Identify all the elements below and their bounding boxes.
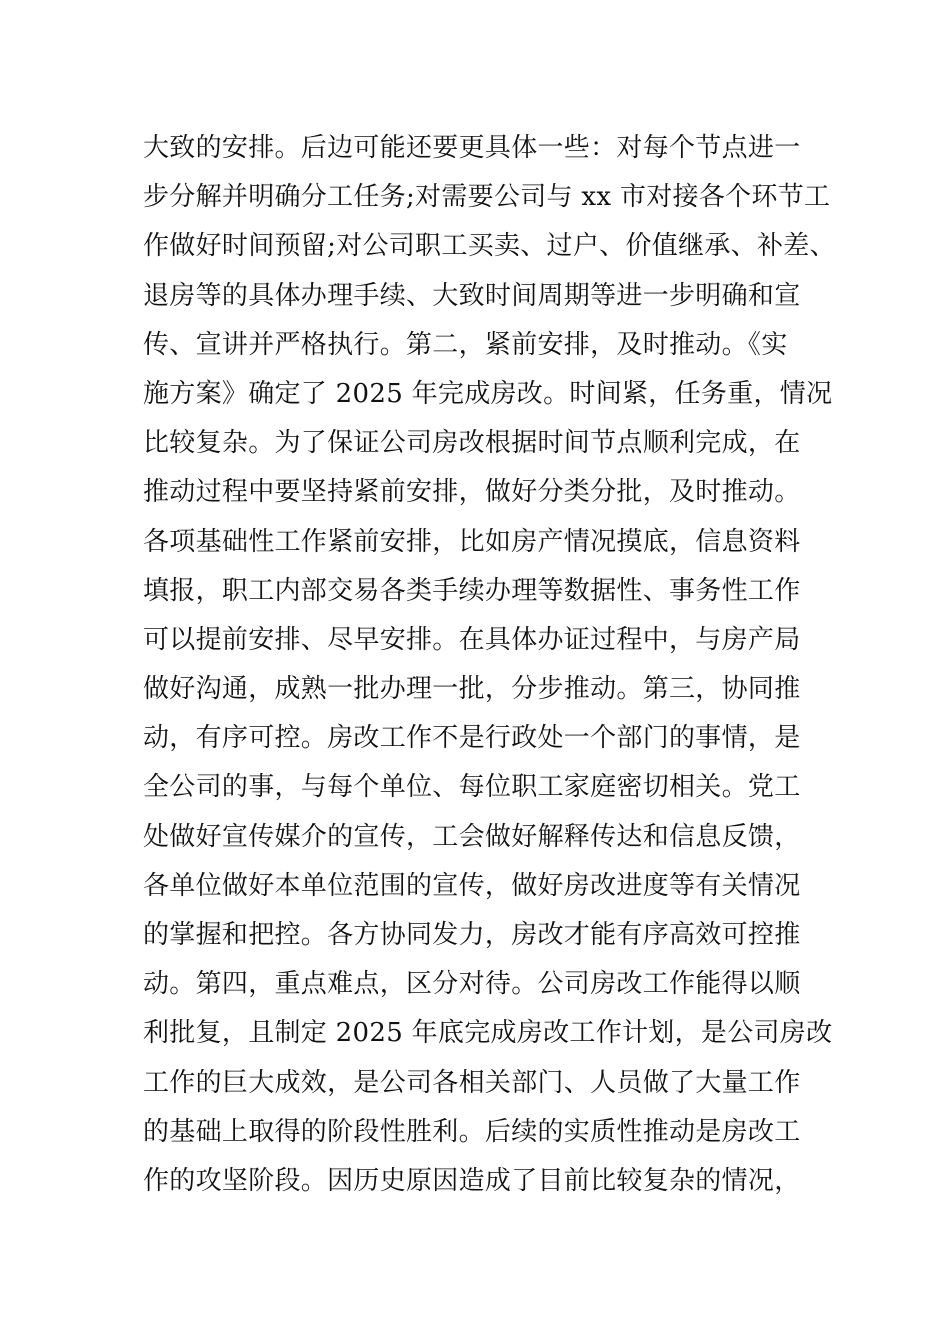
text-line: 大致的安排。后边可能还要更具体一些：对每个节点进一 <box>143 133 801 163</box>
text-line: 各项基础性工作紧前安排，比如房产情况摸底，信息资料 <box>143 526 801 557</box>
text-line: 作做好时间预留;对公司职工买卖、过户、价值继承、补差、 <box>143 231 836 262</box>
text-line: 施方案》确定了 2025 年完成房改。时间紧，任务重，情况 <box>143 378 833 409</box>
text-line: 填报，职工内部交易各类手续办理等数据性、事务性工作 <box>143 575 801 606</box>
text-line: 的基础上取得的阶段性胜利。后续的实质性推动是房改工 <box>143 1116 801 1147</box>
text-line: 做好沟通，成熟一批办理一批，分步推动。第三，协同推 <box>143 674 801 705</box>
text-line: 动，有序可控。房改工作不是行政处一个部门的事情，是 <box>143 723 801 754</box>
text-line: 的掌握和把控。各方协同发力，房改才能有序高效可控推 <box>143 920 801 950</box>
text-line: 可以提前安排、尽早安排。在具体办证过程中，与房产局 <box>143 624 801 655</box>
body-text <box>143 124 843 1206</box>
text-line: 动。第四，重点难点，区分对待。公司房改工作能得以顺 <box>143 969 801 1000</box>
text-line: 比较复杂。为了保证公司房改根据时间节点顺利完成，在 <box>143 428 801 459</box>
text-line: 利批复，且制定 2025 年底完成房改工作计划，是公司房改 <box>143 1018 833 1049</box>
text-line: 工作的巨大成效，是公司各相关部门、人员做了大量工作 <box>143 1067 801 1098</box>
text-line: 步分解并明确分工任务;对需要公司与 xx 市对接各个环节工 <box>143 182 831 213</box>
text-line: 作的攻坚阶段。因历史原因造成了目前比较复杂的情况， <box>143 1165 801 1196</box>
text-line: 处做好宣传媒介的宣传，工会做好解释传达和信息反馈， <box>143 821 801 852</box>
text-line: 全公司的事，与每个单位、每位职工家庭密切相关。党工 <box>143 772 801 803</box>
text-line: 推动过程中要坚持紧前安排，做好分类分批，及时推动。 <box>143 477 801 508</box>
text-line: 各单位做好本单位范围的宣传，做好房改进度等有关情况 <box>143 870 801 901</box>
text-line: 退房等的具体办理手续、大致时间周期等进一步明确和宣 <box>143 280 801 311</box>
text-line: 传、宣讲并严格执行。第二，紧前安排，及时推动。《实 <box>143 329 788 360</box>
